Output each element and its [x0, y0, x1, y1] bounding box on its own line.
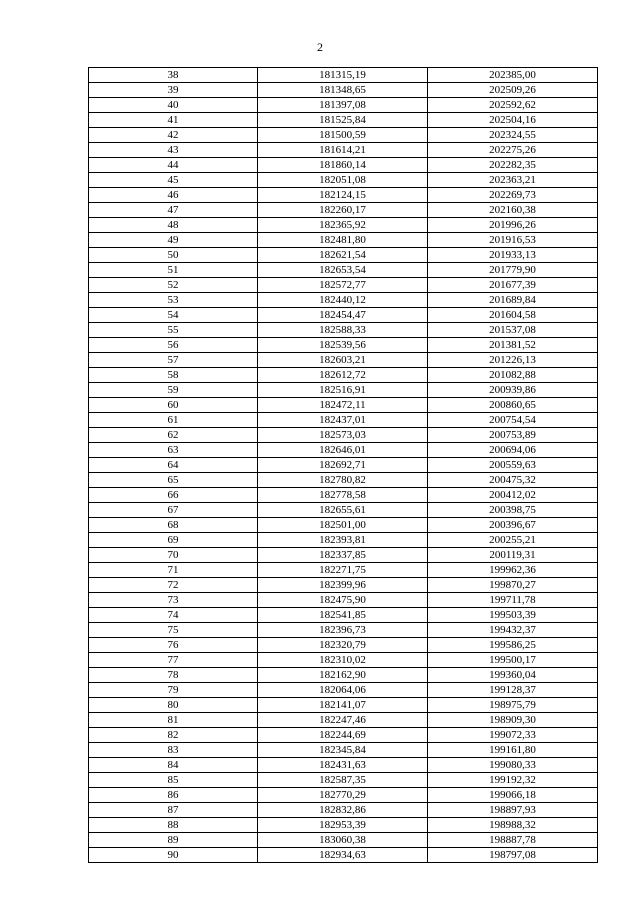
y-coordinate-cell: 202282,35 — [428, 158, 598, 173]
y-coordinate-cell: 199503,39 — [428, 608, 598, 623]
x-coordinate-cell: 182475,90 — [258, 593, 428, 608]
table-row — [89, 188, 598, 203]
x-coordinate-cell: 181397,08 — [258, 98, 428, 113]
point-number-cell: 70 — [89, 548, 258, 563]
table-row — [89, 83, 598, 98]
x-coordinate-cell: 182399,96 — [258, 578, 428, 593]
table-row — [89, 668, 598, 683]
y-coordinate-cell: 198897,93 — [428, 803, 598, 818]
table-row — [89, 653, 598, 668]
y-coordinate-cell: 201916,53 — [428, 233, 598, 248]
point-number-cell: 51 — [89, 263, 258, 278]
point-number-cell: 80 — [89, 698, 258, 713]
x-coordinate-cell: 182646,01 — [258, 443, 428, 458]
table-row — [89, 548, 598, 563]
x-coordinate-cell: 182310,02 — [258, 653, 428, 668]
x-coordinate-cell: 182437,01 — [258, 413, 428, 428]
table-row — [89, 803, 598, 818]
table-row — [89, 323, 598, 338]
point-number-cell: 90 — [89, 848, 258, 863]
point-number-cell: 69 — [89, 533, 258, 548]
x-coordinate-cell: 182587,35 — [258, 773, 428, 788]
y-coordinate-cell: 200860,65 — [428, 398, 598, 413]
table-row — [89, 728, 598, 743]
x-coordinate-cell: 182539,56 — [258, 338, 428, 353]
x-coordinate-cell: 182934,63 — [258, 848, 428, 863]
y-coordinate-cell: 202363,21 — [428, 173, 598, 188]
x-coordinate-cell: 181860,14 — [258, 158, 428, 173]
y-coordinate-cell: 200412,02 — [428, 488, 598, 503]
point-number-cell: 87 — [89, 803, 258, 818]
x-coordinate-cell: 181614,21 — [258, 143, 428, 158]
x-coordinate-cell: 183060,38 — [258, 833, 428, 848]
x-coordinate-cell: 182621,54 — [258, 248, 428, 263]
y-coordinate-cell: 199870,27 — [428, 578, 598, 593]
table-row — [89, 428, 598, 443]
y-coordinate-cell: 200754,54 — [428, 413, 598, 428]
table-row — [89, 173, 598, 188]
table-row — [89, 638, 598, 653]
point-number-cell: 57 — [89, 353, 258, 368]
y-coordinate-cell: 199192,32 — [428, 773, 598, 788]
x-coordinate-cell: 182655,61 — [258, 503, 428, 518]
x-coordinate-cell: 182832,86 — [258, 803, 428, 818]
x-coordinate-cell: 182440,12 — [258, 293, 428, 308]
x-coordinate-cell: 182541,85 — [258, 608, 428, 623]
table-row — [89, 353, 598, 368]
y-coordinate-cell: 200559,63 — [428, 458, 598, 473]
table-row — [89, 383, 598, 398]
table-row — [89, 308, 598, 323]
point-number-cell: 76 — [89, 638, 258, 653]
y-coordinate-cell: 202275,26 — [428, 143, 598, 158]
point-number-cell: 79 — [89, 683, 258, 698]
coordinates-table — [88, 67, 598, 863]
table-row — [89, 683, 598, 698]
x-coordinate-cell: 182431,63 — [258, 758, 428, 773]
table-row — [89, 848, 598, 863]
x-coordinate-cell: 181525,84 — [258, 113, 428, 128]
x-coordinate-cell: 181348,65 — [258, 83, 428, 98]
point-number-cell: 61 — [89, 413, 258, 428]
x-coordinate-cell: 182141,07 — [258, 698, 428, 713]
point-number-cell: 41 — [89, 113, 258, 128]
table-row — [89, 713, 598, 728]
y-coordinate-cell: 199066,18 — [428, 788, 598, 803]
x-coordinate-cell: 182572,77 — [258, 278, 428, 293]
point-number-cell: 64 — [89, 458, 258, 473]
point-number-cell: 42 — [89, 128, 258, 143]
point-number-cell: 49 — [89, 233, 258, 248]
y-coordinate-cell: 202269,73 — [428, 188, 598, 203]
point-number-cell: 46 — [89, 188, 258, 203]
y-coordinate-cell: 201779,90 — [428, 263, 598, 278]
point-number-cell: 50 — [89, 248, 258, 263]
y-coordinate-cell: 201537,08 — [428, 323, 598, 338]
x-coordinate-cell: 182481,80 — [258, 233, 428, 248]
x-coordinate-cell: 182454,47 — [258, 308, 428, 323]
table-row — [89, 593, 598, 608]
y-coordinate-cell: 200396,67 — [428, 518, 598, 533]
y-coordinate-cell: 200475,32 — [428, 473, 598, 488]
point-number-cell: 53 — [89, 293, 258, 308]
table-row — [89, 458, 598, 473]
point-number-cell: 59 — [89, 383, 258, 398]
y-coordinate-cell: 202385,00 — [428, 68, 598, 83]
table-row — [89, 278, 598, 293]
x-coordinate-cell: 182320,79 — [258, 638, 428, 653]
x-coordinate-cell: 182573,03 — [258, 428, 428, 443]
table-row — [89, 608, 598, 623]
y-coordinate-cell: 200119,31 — [428, 548, 598, 563]
x-coordinate-cell: 182472,11 — [258, 398, 428, 413]
point-number-cell: 39 — [89, 83, 258, 98]
table-row — [89, 128, 598, 143]
table-row — [89, 488, 598, 503]
table-row — [89, 833, 598, 848]
point-number-cell: 63 — [89, 443, 258, 458]
table-row — [89, 563, 598, 578]
y-coordinate-cell: 201996,26 — [428, 218, 598, 233]
y-coordinate-cell: 200398,75 — [428, 503, 598, 518]
point-number-cell: 58 — [89, 368, 258, 383]
table-row — [89, 263, 598, 278]
point-number-cell: 74 — [89, 608, 258, 623]
point-number-cell: 72 — [89, 578, 258, 593]
table-row — [89, 218, 598, 233]
y-coordinate-cell: 201677,39 — [428, 278, 598, 293]
y-coordinate-cell: 200753,89 — [428, 428, 598, 443]
y-coordinate-cell: 199360,04 — [428, 668, 598, 683]
y-coordinate-cell: 198909,30 — [428, 713, 598, 728]
point-number-cell: 62 — [89, 428, 258, 443]
y-coordinate-cell: 202592,62 — [428, 98, 598, 113]
point-number-cell: 40 — [89, 98, 258, 113]
point-number-cell: 66 — [89, 488, 258, 503]
table-body — [89, 68, 598, 863]
point-number-cell: 88 — [89, 818, 258, 833]
y-coordinate-cell: 198988,32 — [428, 818, 598, 833]
y-coordinate-cell: 201226,13 — [428, 353, 598, 368]
point-number-cell: 54 — [89, 308, 258, 323]
x-coordinate-cell: 182244,69 — [258, 728, 428, 743]
x-coordinate-cell: 182778,58 — [258, 488, 428, 503]
page-number: 2 — [317, 40, 323, 54]
table-row — [89, 698, 598, 713]
table-row — [89, 743, 598, 758]
point-number-cell: 78 — [89, 668, 258, 683]
x-coordinate-cell: 181315,19 — [258, 68, 428, 83]
y-coordinate-cell: 199161,80 — [428, 743, 598, 758]
x-coordinate-cell: 182653,54 — [258, 263, 428, 278]
table-row — [89, 113, 598, 128]
table-row — [89, 368, 598, 383]
table-row — [89, 248, 598, 263]
y-coordinate-cell: 201604,58 — [428, 308, 598, 323]
point-number-cell: 60 — [89, 398, 258, 413]
point-number-cell: 44 — [89, 158, 258, 173]
x-coordinate-cell: 182345,84 — [258, 743, 428, 758]
point-number-cell: 43 — [89, 143, 258, 158]
y-coordinate-cell: 199962,36 — [428, 563, 598, 578]
x-coordinate-cell: 182051,08 — [258, 173, 428, 188]
point-number-cell: 77 — [89, 653, 258, 668]
y-coordinate-cell: 202504,16 — [428, 113, 598, 128]
point-number-cell: 84 — [89, 758, 258, 773]
y-coordinate-cell: 202160,38 — [428, 203, 598, 218]
table-row — [89, 518, 598, 533]
table-row — [89, 773, 598, 788]
table-row — [89, 398, 598, 413]
table-row — [89, 143, 598, 158]
point-number-cell: 81 — [89, 713, 258, 728]
x-coordinate-cell: 182124,15 — [258, 188, 428, 203]
x-coordinate-cell: 182780,82 — [258, 473, 428, 488]
point-number-cell: 71 — [89, 563, 258, 578]
y-coordinate-cell: 199128,37 — [428, 683, 598, 698]
y-coordinate-cell: 199500,17 — [428, 653, 598, 668]
y-coordinate-cell: 200255,21 — [428, 533, 598, 548]
table-row — [89, 68, 598, 83]
point-number-cell: 86 — [89, 788, 258, 803]
x-coordinate-cell: 182692,71 — [258, 458, 428, 473]
point-number-cell: 73 — [89, 593, 258, 608]
y-coordinate-cell: 202509,26 — [428, 83, 598, 98]
table-row — [89, 623, 598, 638]
y-coordinate-cell: 199080,33 — [428, 758, 598, 773]
point-number-cell: 68 — [89, 518, 258, 533]
point-number-cell: 52 — [89, 278, 258, 293]
point-number-cell: 75 — [89, 623, 258, 638]
y-coordinate-cell: 202324,55 — [428, 128, 598, 143]
table-row — [89, 503, 598, 518]
x-coordinate-cell: 182396,73 — [258, 623, 428, 638]
x-coordinate-cell: 182271,75 — [258, 563, 428, 578]
x-coordinate-cell: 182588,33 — [258, 323, 428, 338]
y-coordinate-cell: 201082,88 — [428, 368, 598, 383]
x-coordinate-cell: 182953,39 — [258, 818, 428, 833]
x-coordinate-cell: 182612,72 — [258, 368, 428, 383]
table-row — [89, 533, 598, 548]
table-row — [89, 788, 598, 803]
point-number-cell: 89 — [89, 833, 258, 848]
table-row — [89, 443, 598, 458]
table-row — [89, 338, 598, 353]
y-coordinate-cell: 198797,08 — [428, 848, 598, 863]
x-coordinate-cell: 182064,06 — [258, 683, 428, 698]
table-row — [89, 233, 598, 248]
y-coordinate-cell: 201381,52 — [428, 338, 598, 353]
x-coordinate-cell: 182162,90 — [258, 668, 428, 683]
point-number-cell: 83 — [89, 743, 258, 758]
x-coordinate-cell: 181500,59 — [258, 128, 428, 143]
x-coordinate-cell: 182393,81 — [258, 533, 428, 548]
table-row — [89, 293, 598, 308]
y-coordinate-cell: 200694,06 — [428, 443, 598, 458]
x-coordinate-cell: 182516,91 — [258, 383, 428, 398]
point-number-cell: 45 — [89, 173, 258, 188]
x-coordinate-cell: 182365,92 — [258, 218, 428, 233]
y-coordinate-cell: 198887,78 — [428, 833, 598, 848]
table-row — [89, 203, 598, 218]
x-coordinate-cell: 182260,17 — [258, 203, 428, 218]
table-row — [89, 818, 598, 833]
point-number-cell: 85 — [89, 773, 258, 788]
point-number-cell: 56 — [89, 338, 258, 353]
point-number-cell: 82 — [89, 728, 258, 743]
table-row — [89, 98, 598, 113]
x-coordinate-cell: 182770,29 — [258, 788, 428, 803]
x-coordinate-cell: 182337,85 — [258, 548, 428, 563]
x-coordinate-cell: 182501,00 — [258, 518, 428, 533]
table-row — [89, 473, 598, 488]
x-coordinate-cell: 182603,21 — [258, 353, 428, 368]
y-coordinate-cell: 201689,84 — [428, 293, 598, 308]
table-row — [89, 578, 598, 593]
y-coordinate-cell: 199586,25 — [428, 638, 598, 653]
y-coordinate-cell: 198975,79 — [428, 698, 598, 713]
table-row — [89, 413, 598, 428]
y-coordinate-cell: 201933,13 — [428, 248, 598, 263]
point-number-cell: 48 — [89, 218, 258, 233]
point-number-cell: 47 — [89, 203, 258, 218]
table-row — [89, 758, 598, 773]
x-coordinate-cell: 182247,46 — [258, 713, 428, 728]
point-number-cell: 55 — [89, 323, 258, 338]
y-coordinate-cell: 199072,33 — [428, 728, 598, 743]
point-number-cell: 67 — [89, 503, 258, 518]
y-coordinate-cell: 199711,78 — [428, 593, 598, 608]
y-coordinate-cell: 199432,37 — [428, 623, 598, 638]
point-number-cell: 65 — [89, 473, 258, 488]
y-coordinate-cell: 200939,86 — [428, 383, 598, 398]
point-number-cell: 38 — [89, 68, 258, 83]
table-row — [89, 158, 598, 173]
